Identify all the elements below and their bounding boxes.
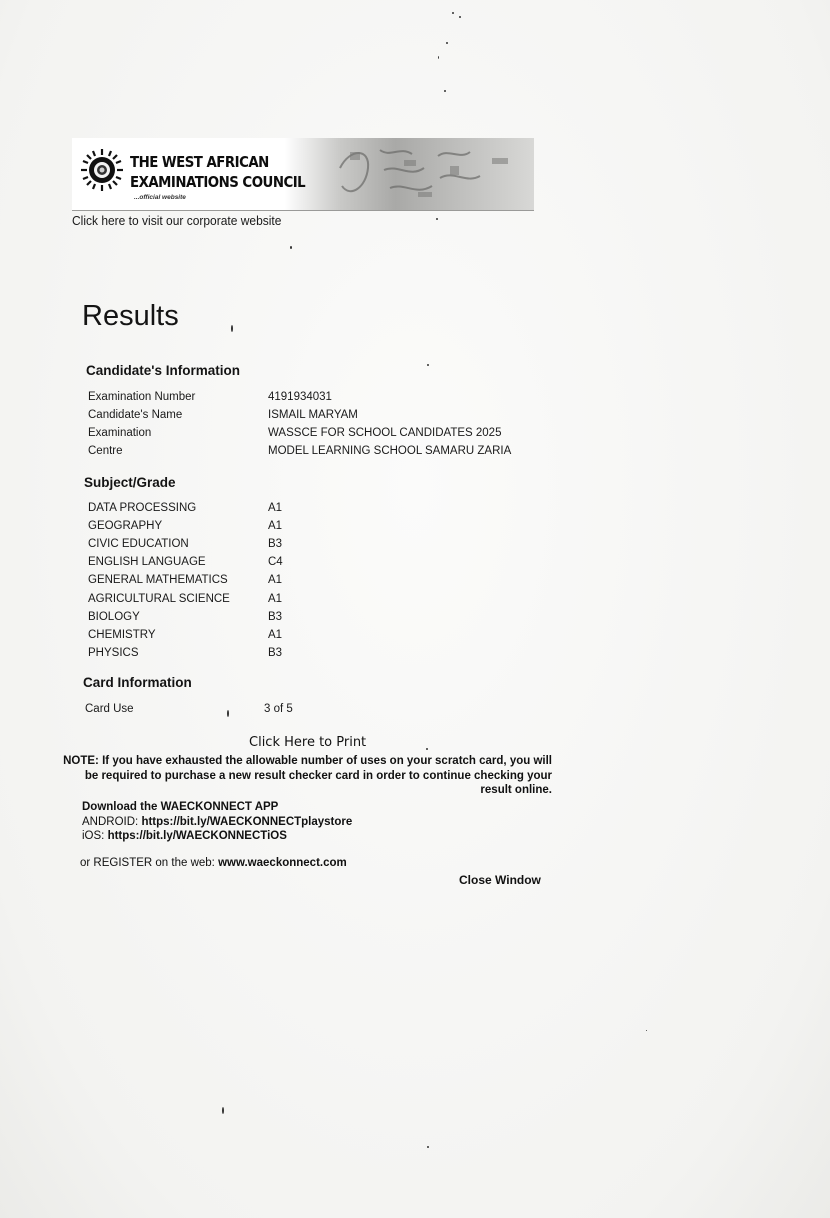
scan-speck bbox=[222, 1107, 224, 1114]
scan-speck bbox=[426, 748, 428, 750]
subject-name: ENGLISH LANGUAGE bbox=[88, 556, 206, 568]
field-label: Examination Number bbox=[88, 391, 196, 403]
subject-name: AGRICULTURAL SCIENCE bbox=[88, 593, 230, 605]
scan-speck bbox=[427, 1146, 429, 1148]
field-value: WASSCE FOR SCHOOL CANDIDATES 2025 bbox=[268, 427, 502, 439]
scan-speck bbox=[436, 218, 438, 220]
org-name-line1: THE WEST AFRICAN bbox=[130, 153, 269, 171]
subject-name: BIOLOGY bbox=[88, 611, 140, 623]
org-name-line2: EXAMINATIONS COUNCIL bbox=[130, 173, 306, 191]
scan-speck bbox=[444, 90, 446, 92]
scan-speck bbox=[231, 325, 233, 332]
subject-name: DATA PROCESSING bbox=[88, 502, 197, 514]
scratch-card-note bbox=[62, 754, 552, 798]
waec-seal-icon bbox=[80, 148, 124, 192]
field-label: Centre bbox=[88, 445, 123, 457]
tagline: ...official website bbox=[134, 194, 186, 201]
subject-grade: A1 bbox=[268, 629, 283, 641]
subject-name: GEOGRAPHY bbox=[88, 520, 163, 532]
scan-speck bbox=[227, 710, 229, 717]
subject-name: CIVIC EDUCATION bbox=[88, 538, 189, 550]
ios-link[interactable]: https://bit.ly/WAECKONNECTiOS bbox=[107, 830, 287, 842]
android-label: ANDROID: bbox=[82, 815, 139, 828]
subject-name: PHYSICS bbox=[88, 647, 139, 659]
corporate-website-link[interactable]: Click here to visit our corporate website bbox=[72, 214, 282, 228]
subject-name: GENERAL MATHEMATICS bbox=[88, 574, 228, 586]
page-title: Results bbox=[82, 300, 179, 332]
scan-speck bbox=[427, 364, 429, 366]
subject-grade: A1 bbox=[268, 574, 283, 586]
scan-speck bbox=[646, 1030, 647, 1031]
subject-grade: B3 bbox=[268, 647, 283, 659]
subject-grade: A1 bbox=[268, 502, 283, 514]
organisation-name bbox=[130, 152, 305, 192]
app-heading: Download the WAECKONNECT APP bbox=[82, 801, 279, 813]
scan-speck bbox=[446, 42, 448, 44]
field-value: MODEL LEARNING SCHOOL SAMARU ZARIA bbox=[268, 445, 512, 457]
subject-grade-heading: Subject/Grade bbox=[84, 475, 176, 490]
note-label: NOTE: bbox=[63, 755, 99, 767]
candidate-info-heading: Candidate's Information bbox=[86, 363, 240, 378]
banner-pattern bbox=[320, 138, 534, 210]
android-link[interactable]: https://bit.ly/WAECKONNECTplaystore bbox=[141, 815, 353, 828]
scan-speck bbox=[290, 246, 292, 249]
register-line bbox=[80, 857, 347, 869]
register-label: or REGISTER on the web: bbox=[80, 857, 215, 869]
subject-grade: A1 bbox=[268, 520, 283, 532]
subject-grade: C4 bbox=[268, 556, 283, 568]
print-link[interactable]: Click Here to Print bbox=[249, 735, 367, 750]
register-link[interactable]: www.waeckonnect.com bbox=[218, 857, 347, 869]
ios-label: iOS: bbox=[82, 830, 105, 842]
field-value: 4191934031 bbox=[268, 391, 332, 403]
card-info-heading: Card Information bbox=[83, 675, 192, 690]
note-text: If you have exhausted the allowable number of uses on your scratch card, you will be required to purchase a new result checker card in order to continue checking your result online. bbox=[84, 755, 552, 796]
subject-grade: A1 bbox=[268, 593, 283, 605]
field-label: Candidate's Name bbox=[88, 409, 183, 421]
scan-speck bbox=[438, 56, 439, 59]
card-use-label: Card Use bbox=[85, 703, 134, 715]
header-banner[interactable] bbox=[72, 138, 534, 211]
subject-grade: B3 bbox=[268, 538, 283, 550]
close-window-button[interactable]: Close Window bbox=[459, 873, 541, 887]
app-download-block bbox=[82, 800, 352, 844]
scan-speck bbox=[452, 12, 454, 14]
subject-grade: B3 bbox=[268, 611, 283, 623]
field-value: ISMAIL MARYAM bbox=[268, 409, 358, 421]
scan-speck bbox=[459, 16, 461, 18]
card-use-value: 3 of 5 bbox=[264, 703, 293, 715]
field-label: Examination bbox=[88, 427, 152, 439]
subject-name: CHEMISTRY bbox=[88, 629, 156, 641]
